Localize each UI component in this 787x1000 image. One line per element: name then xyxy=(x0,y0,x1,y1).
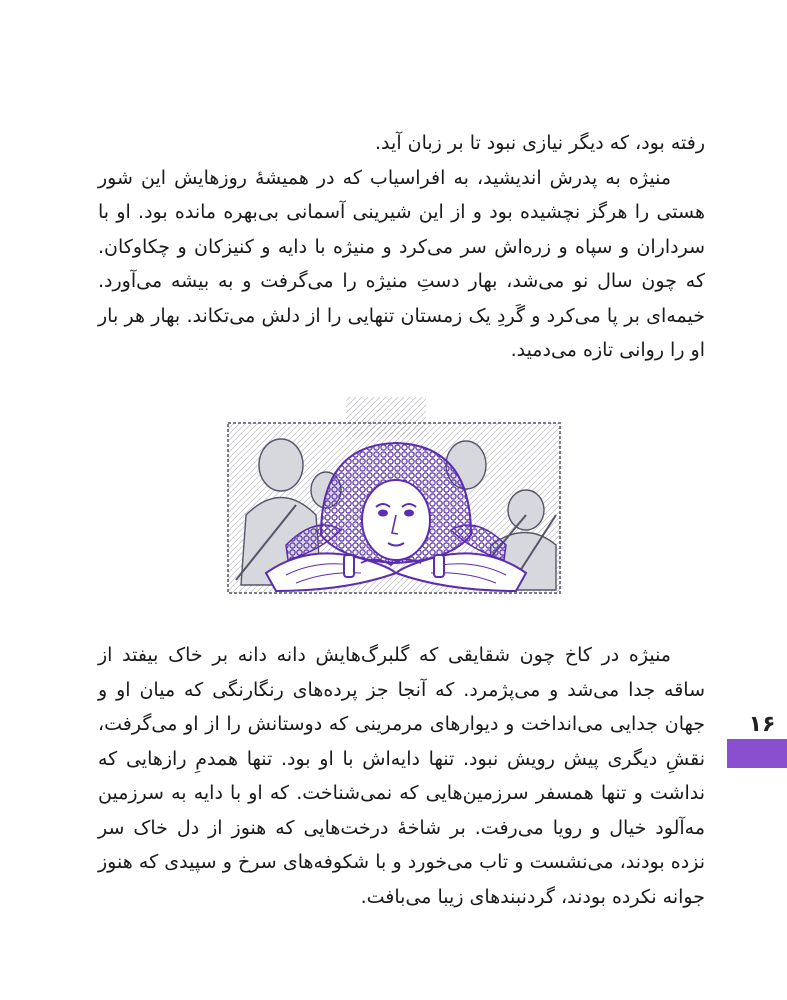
paragraph-manizheh-palace: منیژه در کاخ چون شقایقی که گلبرگ‌هایش دانه دانه بر خاک بیفتد از ساقه جدا می‌شد و می‌پژمرد. که آنجا جز پرده‌های رنگارنگی که میان او و جهان جدایی می‌انداخت و دیوارهای مرمرینی که دوستانش را از او می‌گرفت، نقشِ دیگری پیش رویش نبود. تنها دایه‌اش با او بود. تنها همدمِ رازهایی که نداشت و تنها همسفر سرزمین‌هایی که نمی‌شناخت. که او با دایه به سرزمین مه‌آلود خیال و رویا می‌رفت. بر شاخهٔ درخت‌هایی که هنوز از دل خاک سر نزده بودند، می‌نشست و تاب می‌خورد و با شکوفه‌های سرخ و سپیدی که هنوز جوانه نکرده بودند، گردنبندهای زیبا می‌بافت. xyxy=(98,644,705,908)
first-text-block xyxy=(98,126,705,368)
paragraph-manizheh-father: منیژه به پدرش اندیشید، به افراسیاب که در همیشهٔ روزهایش این شور هستی را هرگز نچشیده بود و از این شیرینی آسمانی بی‌بهره مانده بود. او با سرداران و سپاه و زره‌اش سر می‌کرد و منیژه با دایه و کنیزکان و چکاوکان. که چون سال نو می‌شد، بهار دستِ منیژه را می‌گرفت و به بیشه می‌آورد. خیمه‌ای بر پا می‌کرد و گَردِ یک زمستان تنهایی را از دلش می‌تکاند. بهار هر بار او را روانی تازه می‌دمید. xyxy=(98,166,705,361)
continuation-line: رفته بود، که دیگر نیازی نبود تا بر زبان آید. xyxy=(375,132,705,154)
manizheh-illustration-icon xyxy=(226,395,562,605)
page-number: ۱۶ xyxy=(748,712,776,737)
second-text-block xyxy=(98,638,705,914)
page-tab-marker xyxy=(727,739,787,768)
